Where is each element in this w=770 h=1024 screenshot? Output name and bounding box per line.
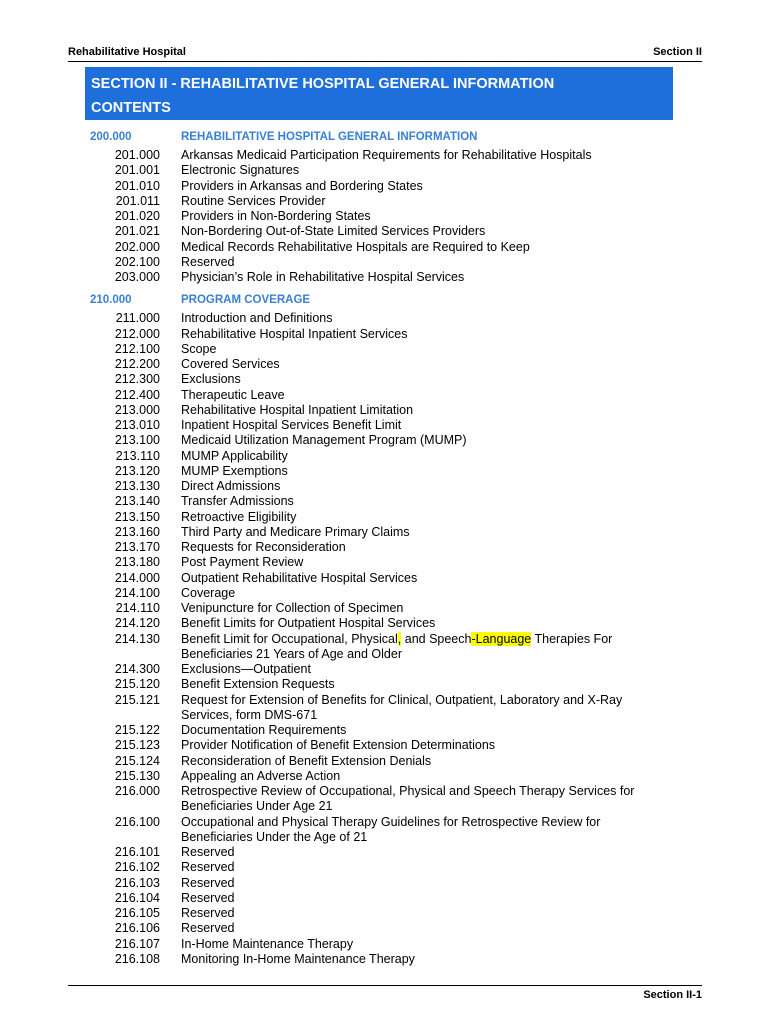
toc-entry — [0, 769, 770, 784]
toc-entry-title: Benefit Limits for Outpatient Hospital Services — [181, 616, 436, 631]
footer-divider — [68, 985, 702, 986]
toc-entry — [0, 693, 770, 724]
toc-entry-number: 216.101 — [114, 845, 160, 859]
toc-entry-number: 214.120 — [114, 616, 160, 631]
toc-entry-title: Occupational and Physical Therapy Guidelines for Retrospective Review for Beneficiaries Under the Age of 21 — [181, 814, 601, 844]
toc-entry-number: 215.120 — [114, 677, 160, 692]
toc-entry-title: Electronic Signatures — [181, 163, 300, 178]
toc-entry-title: Exclusions—Outpatient — [181, 662, 311, 676]
header-left: Rehabilitative Hospital — [68, 46, 186, 58]
toc-entry-number: 216.000 — [114, 784, 160, 798]
toc-entry — [0, 311, 770, 326]
toc-entry — [0, 571, 770, 586]
section-number: 210.000 — [90, 294, 132, 307]
toc-entry-title: Scope — [181, 341, 217, 356]
toc-entry-number: 216.107 — [114, 936, 160, 951]
toc-entry — [0, 784, 770, 815]
toc-entry — [0, 952, 770, 967]
toc-entry — [0, 418, 770, 433]
toc-entry — [0, 616, 770, 631]
toc-entry-number: 215.122 — [114, 723, 160, 737]
toc-entry-title: Venipuncture for Collection of Specimen — [181, 601, 404, 615]
toc-entry — [0, 433, 770, 448]
toc-entry-title: Covered Services — [181, 357, 280, 371]
section-title: PROGRAM COVERAGE — [181, 294, 311, 307]
toc-entry-title: Routine Services Provider — [181, 193, 326, 208]
header-right: Section II — [653, 46, 702, 58]
toc-entry-number: 203.000 — [114, 270, 160, 284]
toc-entry-text: Therapies For Beneficiaries 21 Years of Age and Older — [181, 631, 613, 661]
toc-entry-title: Requests for Reconsideration — [181, 540, 346, 554]
toc-entry-number: 201.001 — [114, 163, 160, 178]
toc-entry-title: In-Home Maintenance Therapy — [181, 936, 354, 951]
toc-entry-title: Medicaid Utilization Management Program (MUMP) — [181, 433, 467, 448]
toc-entry-number: 201.011 — [115, 193, 160, 208]
toc-entry-title: Documentation Requirements — [181, 723, 347, 737]
toc-entry-text: and Speech — [401, 631, 472, 646]
toc-entry-number: 213.010 — [114, 418, 160, 432]
toc-entry-number: 216.103 — [114, 875, 160, 890]
toc-entry — [0, 937, 770, 952]
toc-entry-title: Introduction and Definitions — [181, 311, 333, 326]
toc-entry-number: 215.123 — [114, 738, 160, 753]
toc-entry-number: 201.020 — [114, 209, 160, 223]
toc-entry-number: 215.130 — [114, 768, 160, 783]
toc-entry-title: Providers in Non-Bordering States — [181, 209, 371, 223]
toc-entry-number: 202.100 — [114, 254, 160, 269]
page-number: Section II-1 — [643, 989, 702, 1001]
toc-entry-title: Direct Admissions — [181, 479, 281, 493]
toc-entry — [0, 449, 770, 464]
toc-entry-number: 216.108 — [114, 951, 160, 966]
toc-entry-number: 201.021 — [114, 224, 160, 239]
toc-entry-title: Request for Extension of Benefits for Clinical, Outpatient, Laboratory and X-Ray Services, form DMS-671 — [181, 692, 623, 722]
toc-entry — [0, 891, 770, 906]
toc-entry — [0, 662, 770, 677]
toc-entry-title: Reserved — [181, 860, 235, 875]
toc-entry — [0, 525, 770, 540]
toc-entry-number: 213.170 — [114, 540, 160, 554]
toc-entry-number: 216.104 — [114, 890, 160, 905]
toc-entry-number: 213.140 — [114, 494, 160, 509]
toc-entry — [0, 148, 770, 163]
toc-entry — [0, 586, 770, 601]
banner-title: SECTION II - REHABILITATIVE HOSPITAL GENERAL INFORMATION — [91, 76, 555, 92]
toc-entry-title: Arkansas Medicaid Participation Requirements for Rehabilitative Hospitals — [181, 148, 592, 162]
toc-entry-number: 213.160 — [114, 524, 160, 539]
toc-entry-text: Benefit Limit for Occupational, Physical — [181, 631, 398, 646]
toc-entry — [0, 464, 770, 479]
toc-entry-title: Providers in Arkansas and Bordering States — [181, 178, 423, 193]
toc-entry — [0, 601, 770, 616]
toc-entry-title: Reserved — [181, 890, 235, 905]
toc-entry-number: 214.130 — [114, 631, 160, 646]
toc-entry-number: 212.400 — [114, 387, 160, 402]
toc-entry — [0, 209, 770, 224]
toc-entry — [0, 845, 770, 860]
toc-entry — [0, 270, 770, 285]
toc-entry-title: Reconsideration of Benefit Extension Denials — [181, 753, 432, 768]
toc-entry-title: Coverage — [181, 585, 236, 600]
toc-entry — [0, 179, 770, 194]
toc-entry-title: Monitoring In-Home Maintenance Therapy — [181, 951, 415, 966]
section-number: 200.000 — [90, 131, 132, 143]
toc-entry — [0, 403, 770, 418]
toc-entry-title: Rehabilitative Hospital Inpatient Limitation — [181, 402, 414, 417]
toc-entry — [0, 815, 770, 846]
toc-entry-number: 213.000 — [114, 402, 160, 417]
toc-entry-title: Post Payment Review — [181, 555, 304, 570]
section-heading — [0, 130, 770, 145]
toc-entry-title: Provider Notification of Benefit Extension Determinations — [181, 738, 496, 753]
toc-entry-title: Reserved — [181, 921, 235, 936]
toc-entry-number: 213.150 — [114, 509, 160, 524]
toc-entry-number: 213.130 — [114, 479, 160, 493]
toc-entry-number: 213.100 — [114, 433, 160, 448]
toc-entry-number: 201.000 — [114, 148, 160, 162]
toc-entry — [0, 510, 770, 525]
toc-entry — [0, 372, 770, 387]
toc-entry-title: MUMP Applicability — [181, 448, 288, 463]
highlighted-text: , — [397, 631, 402, 646]
toc-entry-title: Transfer Admissions — [181, 494, 294, 509]
toc-entry-title: Rehabilitative Hospital Inpatient Services — [181, 326, 408, 341]
toc-entry — [0, 555, 770, 570]
toc-entry — [0, 479, 770, 494]
banner-subtitle: CONTENTS — [91, 100, 171, 116]
toc-entry — [0, 240, 770, 255]
toc-entry — [0, 163, 770, 178]
toc-entry-number: 202.000 — [114, 239, 160, 254]
toc-entry-number: 215.124 — [114, 753, 160, 768]
toc-entry — [0, 876, 770, 891]
toc-entry-number: 216.102 — [114, 860, 160, 875]
page-header — [68, 46, 702, 62]
toc-entry-number: 212.300 — [114, 372, 160, 387]
toc-entry — [0, 754, 770, 769]
toc-entry — [0, 723, 770, 738]
toc-entry-title: MUMP Exemptions — [181, 463, 288, 478]
toc-entry-title: Therapeutic Leave — [181, 387, 285, 402]
toc-entry — [0, 327, 770, 342]
toc-entry-number: 213.120 — [114, 463, 160, 478]
toc-entry-title: Non-Bordering Out-of-State Limited Services Providers — [181, 224, 486, 239]
toc-entry-number: 216.105 — [114, 906, 160, 920]
toc-entry-title: Physician’s Role in Rehabilitative Hospital Services — [181, 270, 465, 284]
section-banner — [85, 67, 673, 120]
toc-entry-number: 214.100 — [114, 585, 160, 600]
toc-entry-number: 211.000 — [115, 311, 160, 326]
toc-entry-number: 212.000 — [114, 326, 160, 341]
toc-entry-title: Reserved — [181, 875, 235, 890]
toc-entry-number: 216.106 — [114, 921, 160, 936]
toc-entry-title: Inpatient Hospital Services Benefit Limit — [181, 418, 402, 432]
toc-entry-number: 212.100 — [114, 341, 160, 356]
toc-entry — [0, 860, 770, 875]
toc-entry-title: Reserved — [181, 254, 235, 269]
toc-entry-title: Outpatient Rehabilitative Hospital Services — [181, 570, 418, 585]
toc-entry-title — [181, 632, 661, 663]
toc-entry — [0, 677, 770, 692]
toc-entry-title: Third Party and Medicare Primary Claims — [181, 524, 410, 539]
toc-entry — [0, 632, 770, 663]
section-heading — [0, 293, 770, 308]
toc-entry — [0, 194, 770, 209]
section-title: REHABILITATIVE HOSPITAL GENERAL INFORMATION — [181, 131, 478, 143]
toc-entry-title: Benefit Extension Requests — [181, 677, 335, 692]
toc-entry-title: Reserved — [181, 906, 235, 920]
toc-entry-title: Appealing an Adverse Action — [181, 768, 341, 783]
toc-entry-number: 213.110 — [115, 448, 160, 463]
section-gap — [0, 285, 770, 293]
toc-entry-title: Exclusions — [181, 372, 241, 387]
toc-entry — [0, 357, 770, 372]
toc-entry-number: 214.110 — [115, 601, 160, 615]
toc-entry-number: 214.000 — [114, 570, 160, 585]
toc-entry — [0, 255, 770, 270]
toc-entry — [0, 494, 770, 509]
toc-entry-title: Retrospective Review of Occupational, Physical and Speech Therapy Services for Beneficiaries Under Age 21 — [181, 784, 635, 814]
toc-entry-number: 212.200 — [114, 357, 160, 371]
toc-entry-title: Medical Records Rehabilitative Hospitals are Required to Keep — [181, 239, 530, 254]
toc-entry-title: Retroactive Eligibility — [181, 509, 297, 524]
toc-entry — [0, 388, 770, 403]
toc-entry — [0, 540, 770, 555]
toc-entry-number: 215.121 — [114, 692, 160, 707]
toc-entry-number: 216.100 — [114, 814, 160, 829]
toc-entry-number: 214.300 — [114, 662, 160, 676]
toc-entry — [0, 921, 770, 936]
toc-entry — [0, 342, 770, 357]
toc-entry — [0, 224, 770, 239]
highlighted-text: -Language — [471, 631, 532, 646]
toc-entry-title: Reserved — [181, 845, 235, 859]
toc-entry — [0, 738, 770, 753]
toc-entry-number: 201.010 — [114, 178, 160, 193]
toc-entry — [0, 906, 770, 921]
table-of-contents — [0, 130, 770, 967]
toc-entry-number: 213.180 — [114, 555, 160, 570]
